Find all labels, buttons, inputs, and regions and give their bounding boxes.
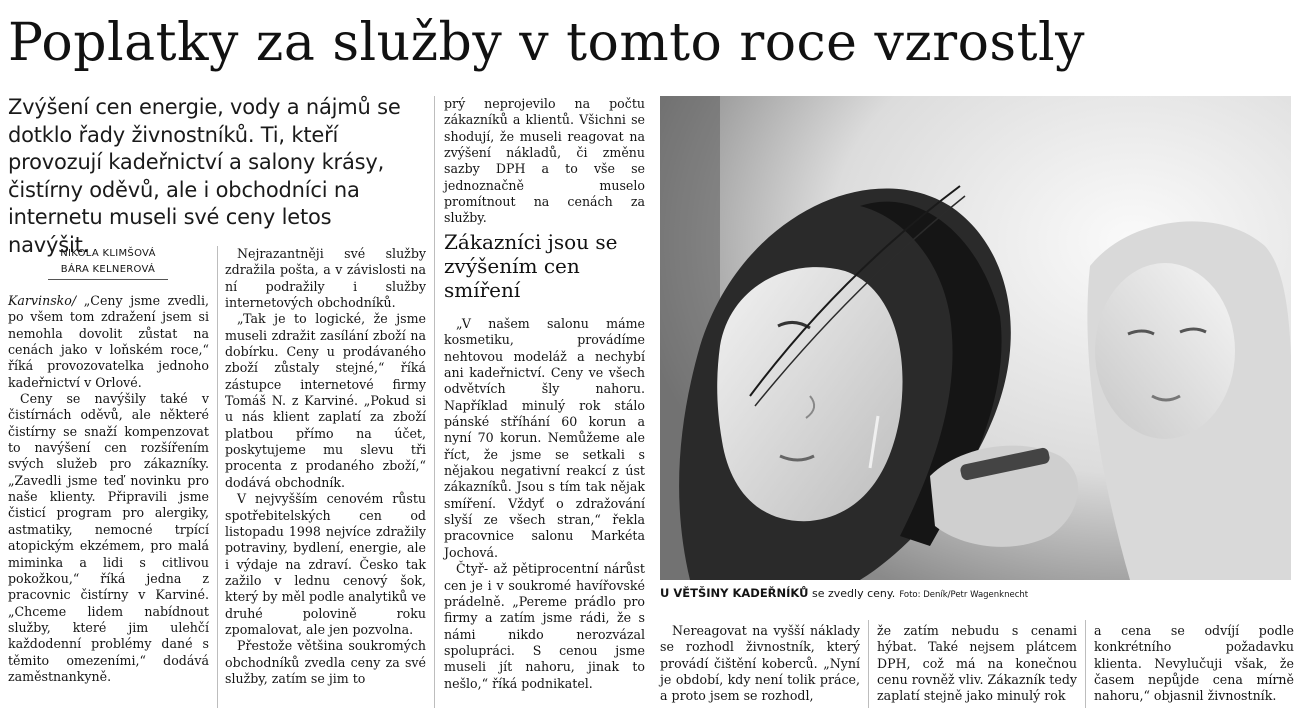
article-paragraph: „V našem salonu máme kosmetiku, provádíme nehtovou modeláž a nechybí ani kadeřnictví. Ceny ve všech odvětvích šly nahoru. Například minulý rok stálo pánské stříhání 60 korun a nyní 70 korun. Nemůžeme ale říct, že jsme se setkali s nějakou negativní reakcí z úst zákazníků. Jsou s tím tak nějak smíření. Vždyť o zdražování slyší ze všech stran,“ řekla pracovnice salonu Markéta Jochová. bbox=[444, 316, 645, 560]
article-paragraph: a cena se odvíjí podle konkrétního požadavku klienta. Nevylučuji však, že časem nepůjde cena mírně nahoru,“ objasnil živnostník. bbox=[1094, 623, 1294, 704]
photo-illustration bbox=[660, 96, 1291, 580]
article-paragraph: V nejvyšším cenovém růstu spotřebitelských cen od listopadu 1998 nejvíce zdražily potraviny, bydlení, energie, ale i výdaje na zdraví. Česko tak zažilo v lednu cenový šok, který by měl podle analytiků ve druhé polovině roku zpomalovat, ale jen pozvolna. bbox=[225, 491, 426, 637]
article-paragraph: Přestože většina soukromých obchodníků zvedla ceny za své služby, zatím se jim to bbox=[225, 638, 426, 686]
article-column-6 bbox=[1094, 623, 1294, 705]
article-column-5 bbox=[877, 623, 1077, 705]
lead-paragraph: Zvýšení cen energie, vody a nájmů se dotklo řady živnostníků. Ti, kteří provozují kadeřnictví a salony krásy, čistírny oděvů, ale i obchodníci na internetu museli své ceny letos navýšit. bbox=[8, 95, 401, 257]
author-name: NIKOLA KLIMŠOVÁ bbox=[60, 248, 156, 259]
headline: Poplatky za služby v tomto roce vzrostly bbox=[8, 13, 1086, 73]
article-paragraph: Nereagovat na vyšší náklady se rozhodl živnostník, který provádí čištění koberců. „Nyní je období, kdy není tolik práce, a proto jsem se rozhodl, bbox=[660, 623, 860, 704]
hairdresser-face bbox=[1095, 263, 1235, 439]
photo-credit: Foto: Deník/Petr Wagenknecht bbox=[899, 590, 1029, 600]
byline bbox=[8, 246, 208, 278]
article-column-3-continued bbox=[444, 316, 645, 692]
photo-caption bbox=[660, 585, 1300, 603]
subheading: Zákazníci jsou se zvýšením cen smíření bbox=[444, 230, 618, 302]
article-paragraph: že zatím nebudu s cenami hýbat. Také nejsem plátcem DPH, což má na konečnou cenu rovněž vliv. Zákazník tedy zaplatí stejně jako minulý rok bbox=[877, 623, 1077, 704]
article-column-4 bbox=[660, 623, 860, 705]
article-paragraph: Ceny se navýšily také v čistírnách oděvů, ale některé čistírny se snaží kompenzovat to navýšení cen rozšířením svých služeb pro zákazníky. „Zavedli jsme teď novinku pro naše klienty. Připravili jsme čisticí program pro alergiky, astmatiky, nemocné trpící atopickým ekzémem, pro malá miminka a lidi s citlivou pokožkou,“ říká jedna z pracovnic čistírny v Karviné. „Chceme lidem nabídnout služby, které jim ulehčí každodenní problémy dané s těmito omezeními,“ dodává zaměstnankyně. bbox=[8, 391, 209, 684]
article-column-1 bbox=[8, 293, 209, 685]
column-divider bbox=[1085, 620, 1086, 708]
author-name: BÁRA KELNEROVÁ bbox=[60, 264, 156, 275]
column-divider bbox=[217, 246, 218, 708]
article-paragraph: „Tak je to logické, že jsme museli zdražit zasílání zboží na dobírku. Ceny u prodávaného zboží zůstaly stejné,“ říká zástupce internetové firmy Tomáš N. z Karviné. „Pokud si u nás klient zaplatí za zboží platbou přímo na účet, poskytujeme mu slevu tři procenta z prodaného zboží,“ dodává obchodník. bbox=[225, 311, 426, 490]
article-column-3 bbox=[444, 96, 645, 227]
article-paragraph: Čtyř- až pětiprocentní nárůst cen je i v soukromé havířovské prádelně. „Pereme prádlo pro firmy a zatím jsme rádi, že s námi nikdo nerozvázal spolupráci. S cenou jsme museli jít nahoru, jinak to nešlo,“ říká podnikatel. bbox=[444, 561, 645, 691]
caption-lead: U VĚTŠINY KADEŘNÍKŮ bbox=[660, 586, 809, 600]
article-paragraph: prý neprojevilo na počtu zákazníků a klientů. Všichni se shodují, že museli reagovat na zvýšení nákladů, či změnu sazby DPH a to vše se jednoznačně muselo promítnout na cenách za služby. bbox=[444, 96, 645, 226]
column-divider bbox=[434, 96, 435, 708]
article-paragraph: Nejrazantněji své služby zdražila pošta, a v závislosti na ní podražily i služby internetových obchodníků. bbox=[225, 246, 426, 311]
article-paragraph bbox=[8, 293, 209, 391]
article-photo bbox=[660, 96, 1291, 580]
column-divider bbox=[868, 620, 869, 708]
byline-rule bbox=[48, 279, 168, 280]
paragraph-text: „Ceny jsme zvedli, po všem tom zdražení jsem si nemohla dovolit zůstat na cenách jako v loňském roce,“ říká provozovatelka jednoho kadeřnictví v Orlové. bbox=[8, 293, 209, 390]
caption-text: se zvedly ceny. bbox=[808, 587, 896, 600]
article-column-2 bbox=[225, 246, 426, 687]
dateline: Karvinsko/ bbox=[8, 293, 77, 308]
